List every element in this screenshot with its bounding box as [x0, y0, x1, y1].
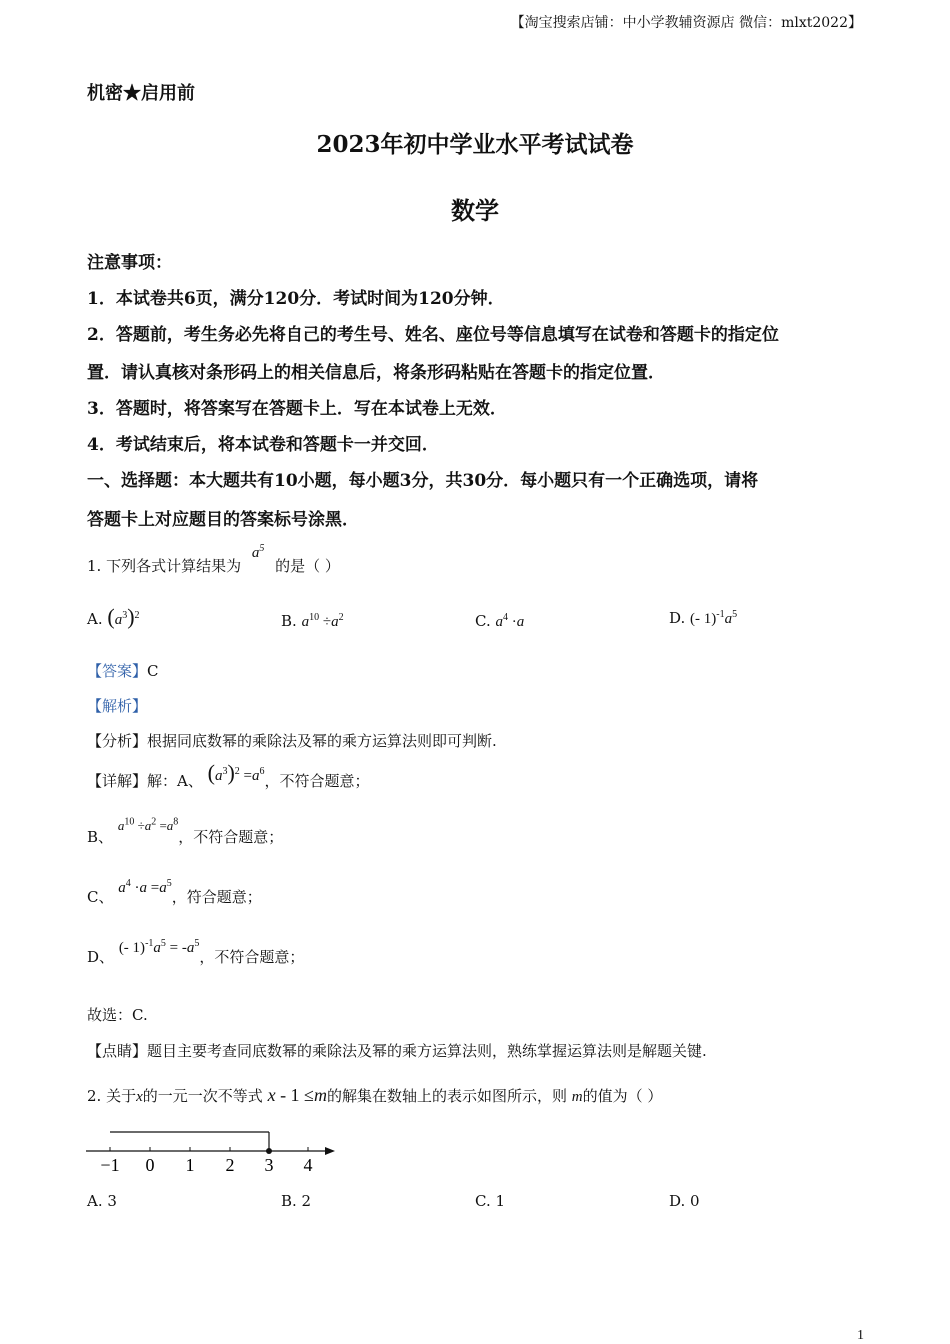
q2-option-a: A. 3	[87, 1192, 117, 1210]
choose-line: 故选：C.	[87, 1006, 148, 1024]
notice-item: 4．考试结束后，将本试卷和答题卡一并交回．	[87, 435, 439, 455]
option-c: C. $a^4 \cdot a$	[475, 612, 525, 630]
section-heading: 一、选择题：本大题共有10小题，每小题3分，共30分．每小题只有一个正确选项，请将	[87, 471, 759, 491]
analysis-tag: 【解析】	[87, 697, 148, 715]
notice-heading: 注意事项：	[87, 253, 172, 273]
confidential-label: 机密★启用前	[87, 83, 195, 104]
option-a: A. $(a^3)^2$	[87, 604, 140, 629]
tick-label: 0	[145, 1155, 155, 1175]
tick-label: −1	[100, 1155, 120, 1175]
fenxi-line: 【分析】根据同底数幂的乘除法及幂的乘方运算法则即可判断.	[87, 732, 497, 750]
tick-label: 2	[225, 1155, 235, 1175]
section-heading-cont: 答题卡上对应题目的答案标号涂黑．	[87, 510, 359, 530]
question-2-stem: 2. 关于x的一元一次不等式 x - 1 ≤m的解集在数轴上的表示如图所示，则 m的值为（ ）	[87, 1085, 663, 1105]
notice-item: 1．本试卷共6页，满分120分．考试时间为120分钟．	[87, 289, 505, 309]
notice-item: 3．答题时，将答案写在答题卡上．写在本试卷上无效．	[87, 399, 507, 419]
detail-b: B、 $a^{10} \div a^2 =a^8$，不符合题意；	[87, 816, 284, 846]
option-d: D. (- $1)^{-1}a^5$	[669, 609, 738, 627]
header-note: 【淘宝搜索店铺：中小学教辅资源店 微信：mlxt2022】	[510, 15, 862, 31]
notice-item: 置．请认真核对条形码上的相关信息后，将条形码粘贴在答题卡的指定位置．	[87, 363, 665, 383]
exam-subject: 数学	[451, 196, 499, 225]
axis-arrow	[325, 1147, 335, 1155]
tick-label: 1	[185, 1155, 195, 1175]
q2-option-c: C. 1	[475, 1192, 506, 1210]
detail-a: 【详解】解：A、 $(a^3)^2 =a^6$，不符合题意；	[87, 760, 370, 790]
closed-endpoint	[266, 1148, 272, 1154]
number-line-figure	[80, 1120, 350, 1180]
notice-item: 2．答题前，考生务必先将自己的考生号、姓名、座位号等信息填写在试卷和答题卡的指定位	[87, 325, 779, 345]
q2-option-b: B. 2	[281, 1192, 312, 1210]
detail-d: D、 (- $1)^{-1}a^5 = -a^5$，不符合题意；	[87, 938, 305, 966]
question-1-stem: 1. 下列各式计算结果为 $a^5$ 的是（ ）	[87, 543, 340, 575]
option-b: B. $a^{10} \div a^2$	[281, 612, 344, 630]
tick-label: 4	[303, 1155, 313, 1175]
detail-c: C、 $a^4 \cdot a =a^5$，符合题意；	[87, 878, 262, 906]
page-number: 1	[857, 1328, 864, 1343]
comment-line: 【点睛】题目主要考查同底数幂的乘除法及幂的乘方运算法则，熟练掌握运算法则是解题关键.	[87, 1042, 707, 1060]
answer-line: 【答案】C	[87, 662, 159, 680]
q2-option-d: D. 0	[669, 1192, 700, 1210]
exam-title: 2023年初中学业水平考试试卷	[316, 131, 634, 158]
tick-label: 3	[264, 1155, 274, 1175]
